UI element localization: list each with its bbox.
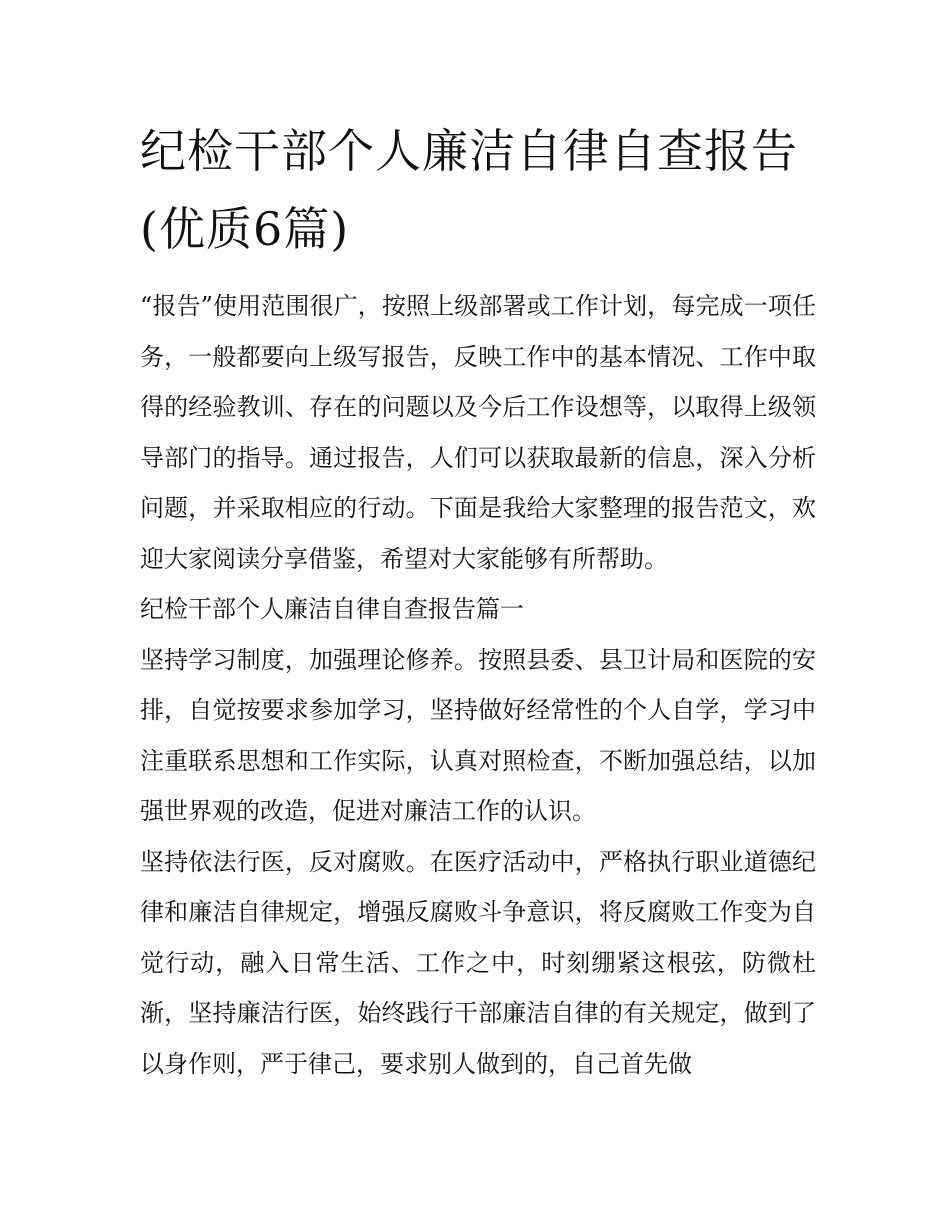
document-body bbox=[140, 281, 816, 1089]
body-paragraph-2: 坚持依法行医，反对腐败。在医疗活动中，严格执行职业道德纪律和廉洁自律规定，增强反腐败斗争意识，将反腐败工作变为自觉行动，融入日常生活、工作之中，时刻绷紧这根弦，防微杜渐，坚持廉洁行医，始终践行干部廉洁自律的有关规定，做到了以身作则，严于律己，要求别人做到的，自己首先做 bbox=[140, 847, 816, 1078]
body-paragraph-1: 坚持学习制度，加强理论修养。按照县委、县卫计局和医院的安排，自觉按要求参加学习，坚持做好经常性的个人自学，学习中注重联系思想和工作实际，认真对照检查，不断加强总结，以加强世界观的改造，促进对廉洁工作的认识。 bbox=[140, 645, 816, 825]
section-heading: 纪检干部个人廉洁自律自查报告篇一 bbox=[140, 595, 524, 623]
document-title: 纪检干部个人廉洁自律自查报告(优质6篇) bbox=[140, 124, 798, 256]
intro-paragraph: “报告”使用范围很广，按照上级部署或工作计划，每完成一项任务，一般都要向上级写报告，反映工作中的基本情况、工作中取得的经验教训、存在的问题以及今后工作设想等，以取得上级领导部门的指导。通过报告，人们可以获取最新的信息，深入分析问题，并采取相应的行动。下面是我给大家整理的报告范文，欢迎大家阅读分享借鉴，希望对大家能够有所帮助。 bbox=[140, 292, 816, 573]
